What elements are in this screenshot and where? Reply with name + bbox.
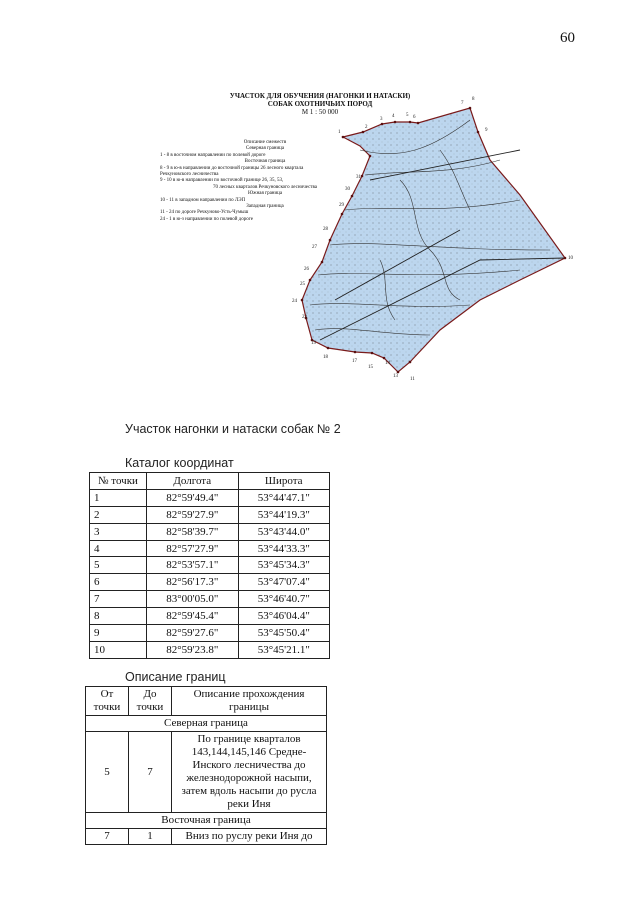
table-row xyxy=(90,625,330,642)
table-header-row xyxy=(86,687,327,716)
longitude-cell: 82°59'27.6" xyxy=(147,625,239,642)
point-cell: 3 xyxy=(90,523,147,540)
point-label: 26 xyxy=(304,267,309,272)
longitude-cell: 82°59'27.9" xyxy=(147,506,239,523)
latitude-cell: 53°46'04.4" xyxy=(238,608,330,625)
point-label: 18 xyxy=(323,355,328,360)
point-label: 3 xyxy=(380,117,383,122)
from-point: 5 xyxy=(86,732,129,813)
header-description: Описание прохождения границы xyxy=(172,687,327,716)
longitude-cell: 82°59'45.4" xyxy=(147,608,239,625)
longitude-cell: 82°57'27.9" xyxy=(147,540,239,557)
longitude-cell: 82°59'23.8" xyxy=(147,641,239,658)
point-cell: 6 xyxy=(90,574,147,591)
section-title: Участок нагонки и натаски собак № 2 xyxy=(125,422,341,436)
table-row xyxy=(90,608,330,625)
point-label: 23 xyxy=(302,315,307,320)
point-label: 4 xyxy=(392,114,395,119)
legend-line: 9 - 10 в ю-в направлении по восточной границе 26, 35, 53, xyxy=(160,178,284,184)
point-label: 1 xyxy=(338,130,341,135)
point-cell: 2 xyxy=(90,506,147,523)
boundaries-table xyxy=(85,686,327,845)
point-label: 14 xyxy=(385,361,390,366)
east-boundary-title: Восточная граница xyxy=(86,813,327,829)
header-longitude: Долгота xyxy=(147,473,239,490)
point-label: 7 xyxy=(461,101,464,106)
table-row xyxy=(86,732,327,813)
boundaries-title: Описание границ xyxy=(125,670,226,684)
table-row xyxy=(90,523,330,540)
to-point: 7 xyxy=(129,732,172,813)
legend-line: 8 - 9 в ю-в направлении до восточной границы 26 лесного квартала xyxy=(160,165,304,171)
point-label: 19 xyxy=(311,341,316,346)
point-label: 2 xyxy=(365,125,368,130)
map-title-line: УЧАСТОК ДЛЯ ОБУЧЕНИЯ (НАГОНКИ И НАТАСКИ) xyxy=(229,92,411,100)
point-label: 13 xyxy=(393,374,398,379)
legend-line: Описание смежеств xyxy=(243,140,287,145)
legend-line: 11 - 24 по дороге Речкуново-Усть-Чумыш xyxy=(160,210,249,216)
latitude-cell: 53°45'34.3" xyxy=(238,557,330,574)
coordinate-catalog-table xyxy=(89,472,330,659)
page-number: 60 xyxy=(560,30,575,46)
longitude-cell: 82°59'49.4" xyxy=(147,489,239,506)
legend-line: Речкуновского лесничества xyxy=(160,172,219,178)
table-row xyxy=(90,540,330,557)
latitude-cell: 53°45'50.4" xyxy=(238,625,330,642)
latitude-cell: 53°44'33.3" xyxy=(238,540,330,557)
point-label: 17 xyxy=(352,359,357,364)
point-label: 28 xyxy=(323,227,328,232)
latitude-cell: 53°44'47.1" xyxy=(238,489,330,506)
table-header-row xyxy=(90,473,330,490)
table-row xyxy=(90,641,330,658)
map-legend xyxy=(160,140,370,223)
to-point: 1 xyxy=(129,829,172,845)
legend-line: Восточная граница xyxy=(244,159,286,165)
map-scale: М 1 : 50 000 xyxy=(301,108,339,116)
legend-line: 10 - 11 в западном направлении по ЛЭП xyxy=(160,197,246,203)
legend-line: 24 - 1 в ю-з направлении по полевой дороге xyxy=(160,216,253,222)
point-label: 25 xyxy=(300,282,305,287)
header-point: № точки xyxy=(90,473,147,490)
point-cell: 4 xyxy=(90,540,147,557)
boundary-description: Вниз по руслу реки Иня до xyxy=(172,829,327,845)
point-label: 31 xyxy=(356,175,361,180)
latitude-cell: 53°44'19.3" xyxy=(238,506,330,523)
point-cell: 7 xyxy=(90,591,147,608)
latitude-cell: 53°45'21.1" xyxy=(238,641,330,658)
table-row xyxy=(90,489,330,506)
legend-line: Южная граница xyxy=(247,191,283,197)
table-row xyxy=(86,829,327,845)
table-row xyxy=(90,557,330,574)
header-from: От точки xyxy=(86,687,129,716)
map-title-line: СОБАК ОХОТНИЧЬИХ ПОРОД xyxy=(267,100,373,108)
point-label: 9 xyxy=(485,128,488,133)
point-label: 24 xyxy=(292,299,297,304)
latitude-cell: 53°43'44.0" xyxy=(238,523,330,540)
table-row xyxy=(90,591,330,608)
section-row xyxy=(86,716,327,732)
point-label: 11 xyxy=(410,377,415,382)
legend-line: 1 - 8 в восточном направлении по полевой дороге xyxy=(160,152,266,158)
latitude-cell: 53°46'40.7" xyxy=(238,591,330,608)
table-row xyxy=(90,506,330,523)
point-cell: 1 xyxy=(90,489,147,506)
table-row xyxy=(90,574,330,591)
latitude-cell: 53°47'07.4" xyxy=(238,574,330,591)
point-label: 5 xyxy=(406,113,409,118)
point-label: 30 xyxy=(345,187,350,192)
from-point: 7 xyxy=(86,829,129,845)
map-title xyxy=(200,92,440,116)
longitude-cell: 82°53'57.1" xyxy=(147,557,239,574)
catalog-title: Каталог координат xyxy=(125,456,234,470)
point-label: 15 xyxy=(368,365,373,370)
longitude-cell: 82°58'39.7" xyxy=(147,523,239,540)
point-label: 27 xyxy=(312,245,317,250)
legend-line: Западная граница xyxy=(246,204,284,210)
header-to: До точки xyxy=(129,687,172,716)
point-label: 29 xyxy=(339,203,344,208)
section-row xyxy=(86,813,327,829)
point-cell: 5 xyxy=(90,557,147,574)
point-label: 6 xyxy=(413,115,416,120)
point-cell: 10 xyxy=(90,641,147,658)
north-boundary-title: Северная граница xyxy=(86,716,327,732)
point-cell: 8 xyxy=(90,608,147,625)
point-label: 10 xyxy=(568,256,573,261)
point-cell: 9 xyxy=(90,625,147,642)
boundary-description: По границе кварталов 143,144,145,146 Средне-Инского лесничества до железнодорожной насыпи, затем вдоль насыпи до русла реки Иня xyxy=(172,732,327,813)
legend-line: Северная граница xyxy=(245,146,285,152)
point-label: 8 xyxy=(472,97,475,102)
legend-line: 70 лесных кварталов Речкуновского лесничества xyxy=(212,184,318,190)
longitude-cell: 83°00'05.0" xyxy=(147,591,239,608)
longitude-cell: 82°56'17.3" xyxy=(147,574,239,591)
header-latitude: Широта xyxy=(238,473,330,490)
